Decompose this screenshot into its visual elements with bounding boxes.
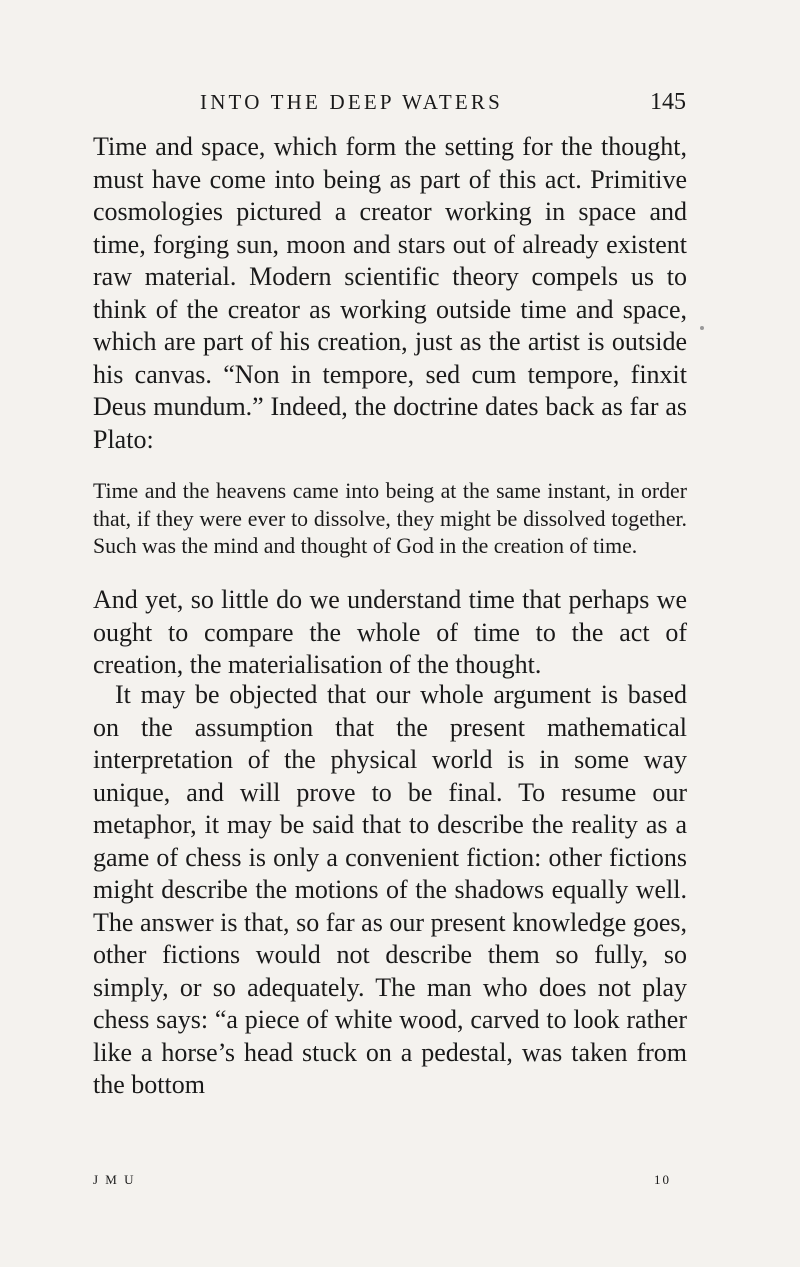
running-title: INTO THE DEEP WATERS — [200, 90, 503, 114]
paragraph-time: And yet, so little do we understand time that perhaps we ought to compare the whole of time to the act of creation, the materialisation of the thought. — [93, 585, 687, 679]
page-number: 145 — [650, 89, 686, 115]
plato-quotation: Time and the heavens came into being at the same instant, in order that, if they were ever to dissolve, they might be dissolved together. Such was the mind and thought of God in the creation of time. — [93, 479, 687, 559]
printer-signature: J M U — [93, 1172, 136, 1187]
paragraph-objection: It may be objected that our whole argument is based on the assumption that the present mathematical interpretation of the physical world is in some way unique, and will prove to be final. To resume our metaphor, it may be said that to describe the reality as a game of chess is only a convenient fiction: other fictions might describe the motions of the shadows equally well. The answer is that, so far as our present knowledge goes, other fictions would not describe them so fully, so simply, or so adequately. The man who does not play chess says: “a piece of white wood, carved to look rather like a horse’s head stuck on a pedestal, was taken from the bottom — [93, 680, 687, 1099]
sheet-number: 10 — [654, 1172, 671, 1187]
running-header — [92, 86, 686, 118]
paragraph-creation: Time and space, which form the setting for the thought, must have come into being as part of this act. Primitive cosmologies pictured a creator working in space and time, forging sun, moon and stars out of already existent raw material. Modern scientific theory compels us to think of the creator as working outside time and space, which are part of his creation, just as the artist is outside his canvas. “Non in tempore, sed cum tempore, finxit Deus mundum.” Indeed, the doctrine dates back as far as Plato: — [93, 132, 687, 454]
paper-speck — [700, 326, 704, 330]
